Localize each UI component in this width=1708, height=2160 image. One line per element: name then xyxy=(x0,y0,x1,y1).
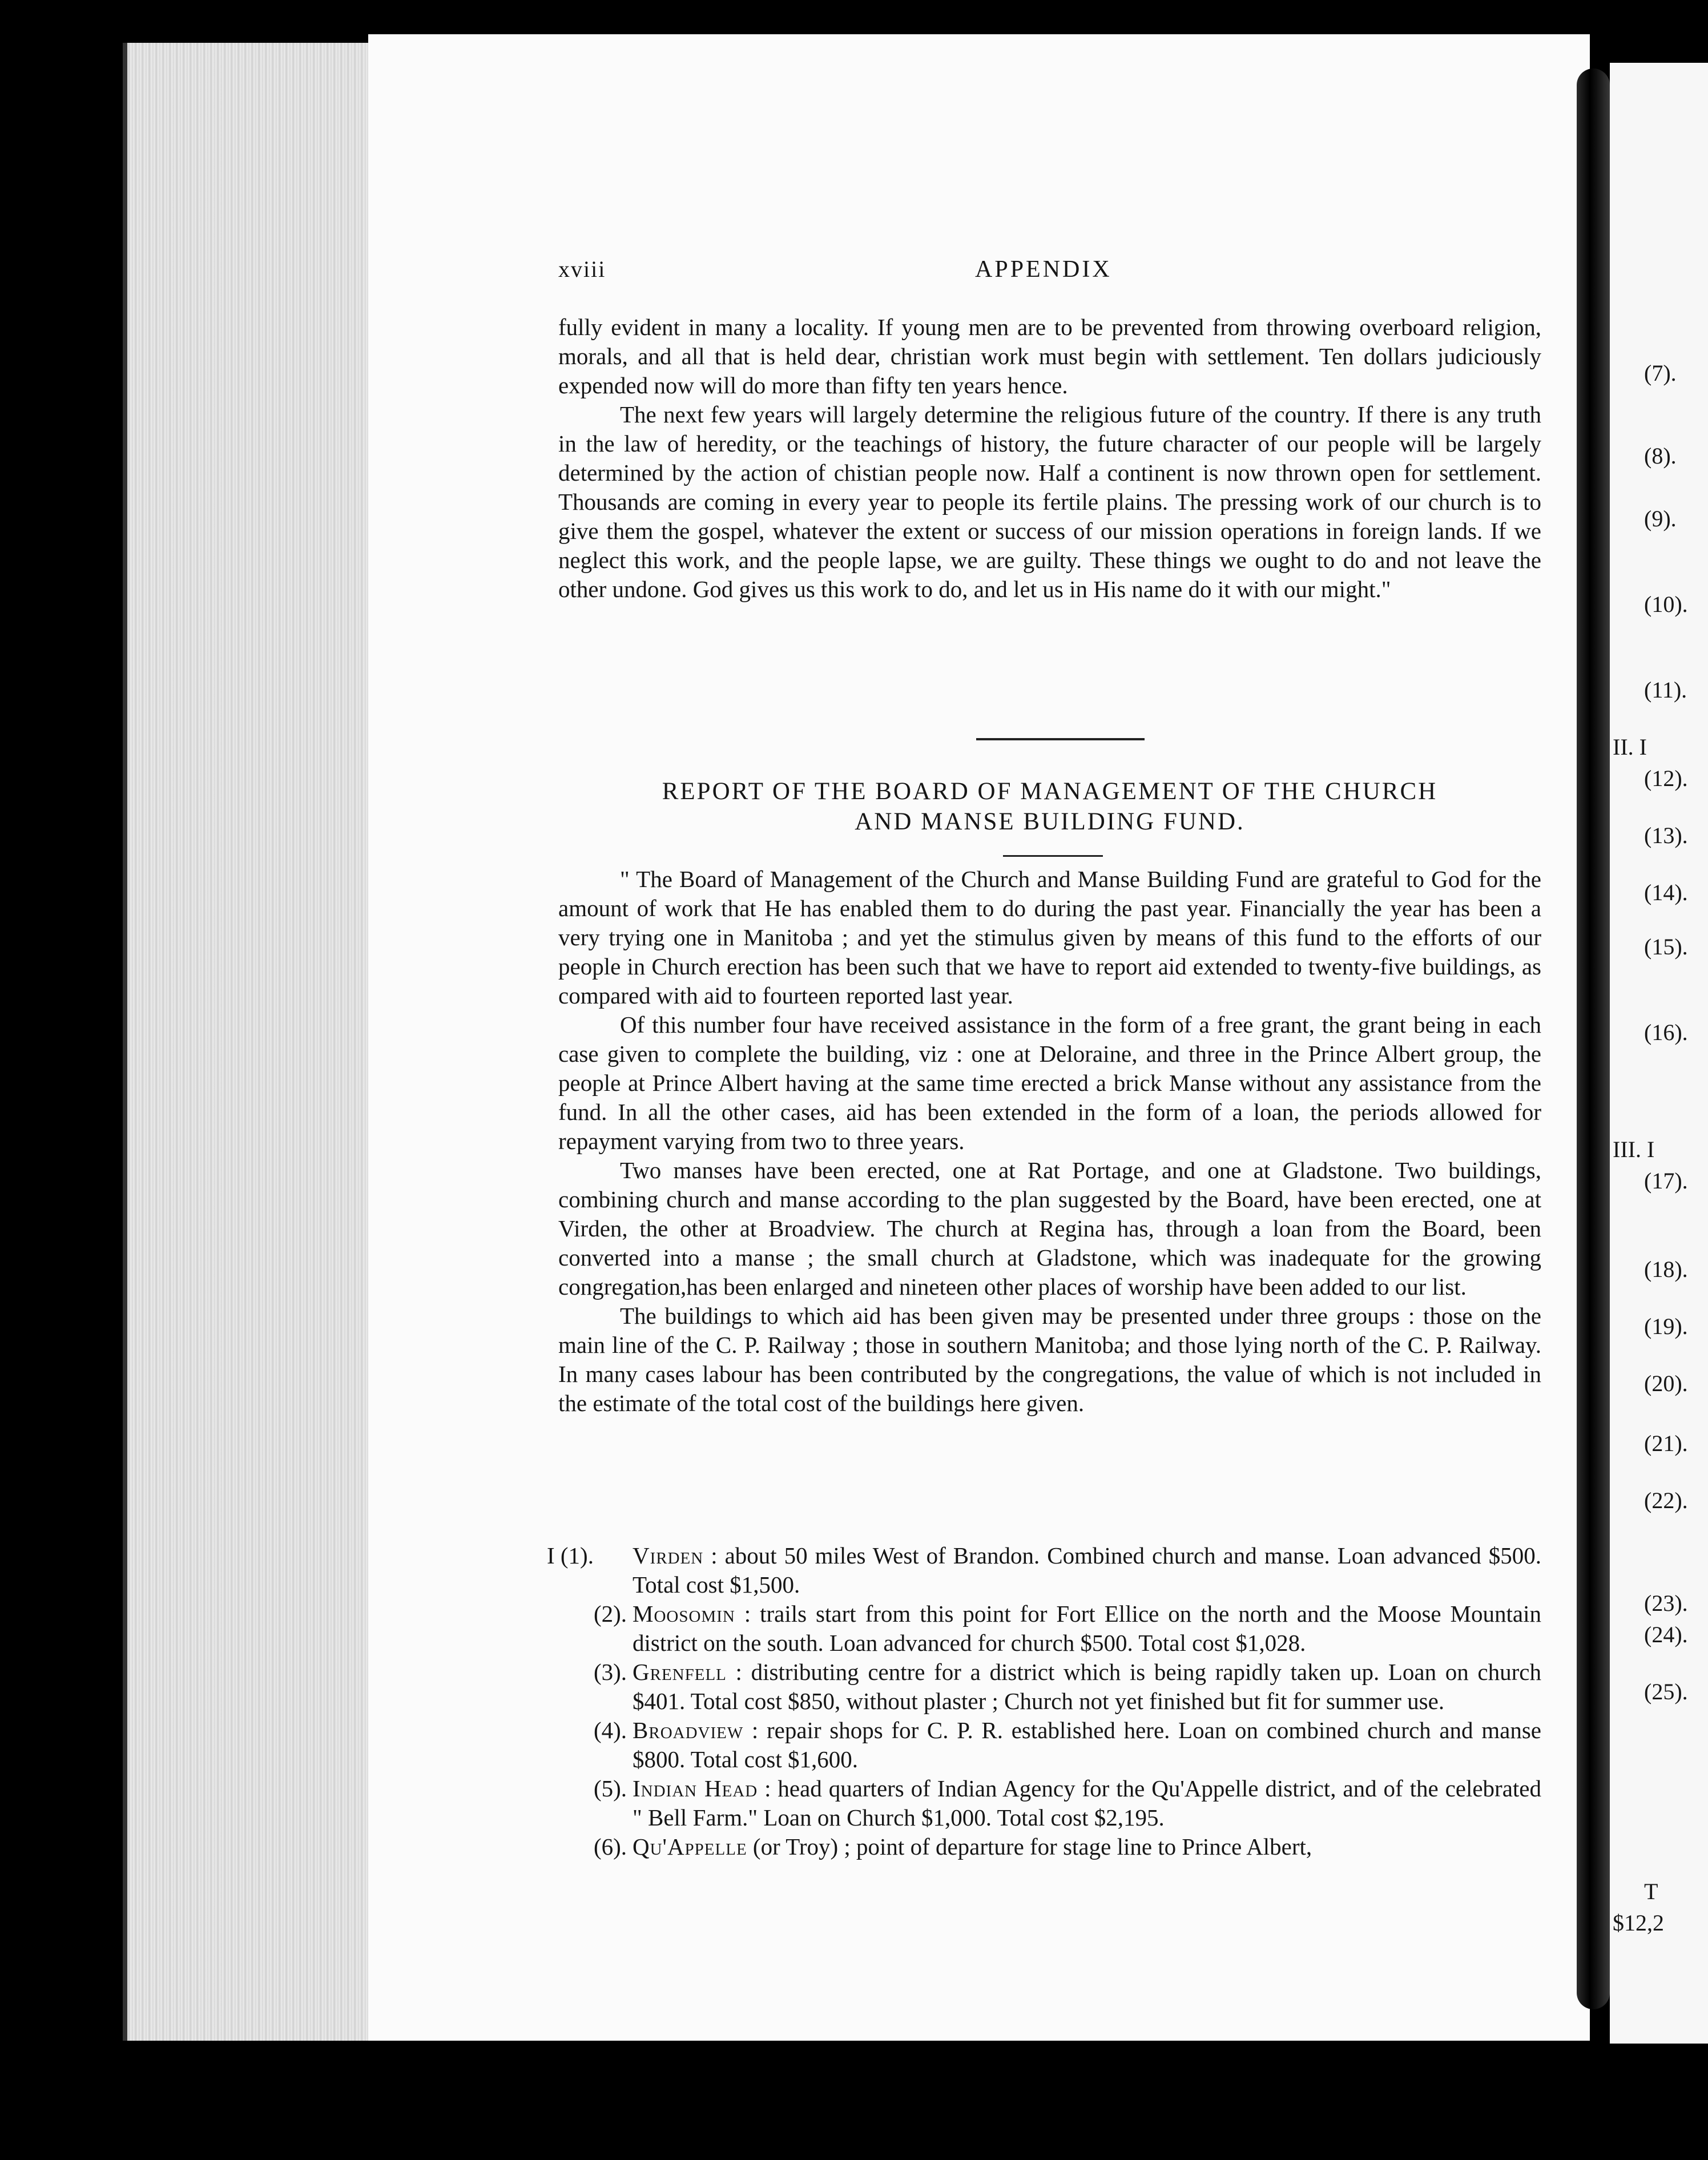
facing-page-item: (25). xyxy=(1644,1679,1688,1704)
list-item xyxy=(547,1658,1541,1716)
entry-number: (3). xyxy=(593,1659,627,1685)
report-body xyxy=(558,865,1541,1418)
section-divider xyxy=(976,738,1145,740)
facing-page-item: (17). xyxy=(1644,1168,1688,1194)
facing-page-item: (8). xyxy=(1644,443,1677,469)
facing-page-item: (20). xyxy=(1644,1371,1688,1396)
page-header xyxy=(558,256,1540,290)
entry-text: : repair shops for C. P. R. established here. Loan on combined church and manse $800. Total cost $1,600. xyxy=(633,1717,1541,1772)
report-title xyxy=(558,776,1541,837)
intro-text xyxy=(558,313,1541,604)
facing-page-item: $12,2 xyxy=(1613,1910,1664,1936)
entry-number: I (1). xyxy=(547,1542,594,1569)
facing-page-item: (24). xyxy=(1644,1622,1688,1647)
facing-page-item: (22). xyxy=(1644,1488,1688,1513)
report-paragraph: Of this number four have received assistance in the form of a free grant, the grant being in each case given to complete the building, viz : one at Deloraine, and three in the Prince Albert group, the people at Prince Albert having at the same time erected a brick Manse without any assistance from the fund. In all the other cases, aid has been extended in the form of a loan, the periods allowed for repayment varying from two to three years. xyxy=(558,1012,1541,1154)
page-edges xyxy=(123,43,373,2041)
facing-page-item: (11). xyxy=(1644,677,1687,703)
entry-number: (6). xyxy=(593,1833,627,1860)
report-title-line: AND MANSE BUILDING FUND. xyxy=(855,808,1245,835)
facing-page-item: III. I xyxy=(1613,1137,1655,1162)
place-name: Indian Head xyxy=(633,1775,758,1802)
place-name: Grenfell xyxy=(633,1659,727,1685)
report-paragraph: " The Board of Management of the Church and Manse Building Fund are grateful to God for the amount of work that He has enabled them to do during the past year. Financially the year has been a very trying one in Manitoba ; and yet the stimulus given by means of this fund to the efforts of our people in Church erection has been such that we have to report aid extended to twenty-five buildings, as compared with aid to fourteen reported last year. xyxy=(558,866,1541,1009)
page-number: xviii xyxy=(558,256,606,282)
facing-page-item: (13). xyxy=(1644,823,1688,848)
facing-page-item: (16). xyxy=(1644,1019,1688,1045)
entry-number: (2). xyxy=(593,1601,627,1627)
facing-page-item: (23). xyxy=(1644,1590,1688,1616)
entry-number: (4). xyxy=(593,1717,627,1743)
running-head: APPENDIX xyxy=(975,256,1112,283)
building-list xyxy=(547,1541,1541,1861)
facing-page-item: (10). xyxy=(1644,591,1688,617)
list-item xyxy=(547,1541,1541,1599)
entry-text: : about 50 miles West of Brandon. Combined church and manse. Loan advanced $500. Total cost $1,500. xyxy=(633,1542,1541,1598)
report-title-line: REPORT OF THE BOARD OF MANAGEMENT OF THE CHURCH xyxy=(662,778,1438,805)
place-name: Broadview xyxy=(633,1717,744,1743)
list-item xyxy=(547,1774,1541,1832)
facing-page-item: (18). xyxy=(1644,1256,1688,1282)
facing-page-item: (15). xyxy=(1644,934,1688,960)
report-paragraph: The buildings to which aid has been given may be presented under three groups : those on the main line of the C. P. Railway ; those in southern Manitoba; and those lying north of the C. P. Railway. In many cases labour has been contributed by the congregations, the value of which is not included in the estimate of the total cost of the buildings here given. xyxy=(558,1303,1541,1416)
facing-page-item: II. I xyxy=(1613,734,1647,760)
intro-paragraph: fully evident in many a locality. If young men are to be prevented from throwing overboard religion, morals, and all that is held dear, christian work must begin with settlement. Ten dollars judiciously expended now will do more than fifty ten years hence. xyxy=(558,314,1541,398)
facing-page-item: (14). xyxy=(1644,880,1688,905)
facing-page-edge xyxy=(1610,63,1708,2044)
intro-paragraph: The next few years will largely determine the religious future of the country. If there is any truth in the law of heredity, or the teachings of history, the future character of our people will be largely determined by the action of chistian people now. Half a continent is now thrown open for settlement. Thousands are coming in every year to people its fertile plains. The pressing work of our church is to give them the gospel, whatever the extent or success of our mission operations in foreign lands. If we neglect this work, and the people lapse, we are guilty. These things we ought to do and not leave the other undone. God gives us this work to do, and let us in His name do it with our might." xyxy=(558,401,1541,602)
report-paragraph: Two manses have been erected, one at Rat Portage, and one at Gladstone. Two buildings, combining church and manse according to the plan suggested by the Board, have been erected, one at Virden, the other at Broadview. The church at Regina has, through a loan from the Board, been converted into a manse ; the small church at Gladstone, which was inadequate for the growing congregation,has been enlarged and nineteen other places of worship have been added to our list. xyxy=(558,1157,1541,1300)
facing-page-item: (9). xyxy=(1644,506,1677,531)
title-divider xyxy=(1003,855,1103,857)
list-item xyxy=(547,1716,1541,1774)
entry-text: : head quarters of Indian Agency for the Qu'Appelle district, and of the celebrated " Bell Farm." Loan on Church $1,000. Total cost $2,195. xyxy=(633,1775,1541,1831)
facing-page-item: (19). xyxy=(1644,1313,1688,1339)
list-item xyxy=(547,1832,1541,1861)
facing-page-item: (7). xyxy=(1644,360,1677,386)
facing-page-item: (12). xyxy=(1644,765,1688,791)
place-name: Moosomin xyxy=(633,1601,735,1627)
entry-number: (5). xyxy=(593,1775,627,1802)
entry-text: (or Troy) ; point of departure for stage line to Prince Albert, xyxy=(747,1833,1312,1860)
book-gutter xyxy=(1577,68,1610,2009)
place-name: Virden xyxy=(633,1542,704,1569)
list-item xyxy=(547,1599,1541,1658)
facing-page-item: (21). xyxy=(1644,1430,1688,1456)
entry-text: : trails start from this point for Fort Ellice on the north and the Moose Mountain district on the south. Loan advanced for church $500. Total cost $1,028. xyxy=(633,1601,1541,1656)
place-name: Qu'Appelle xyxy=(633,1833,747,1860)
entry-text: : distributing centre for a district which is being rapidly taken up. Loan on church $401. Total cost $850, without plaster ; Church not yet finished but fit for summer use. xyxy=(633,1659,1541,1714)
facing-page-item: T xyxy=(1644,1879,1658,1904)
